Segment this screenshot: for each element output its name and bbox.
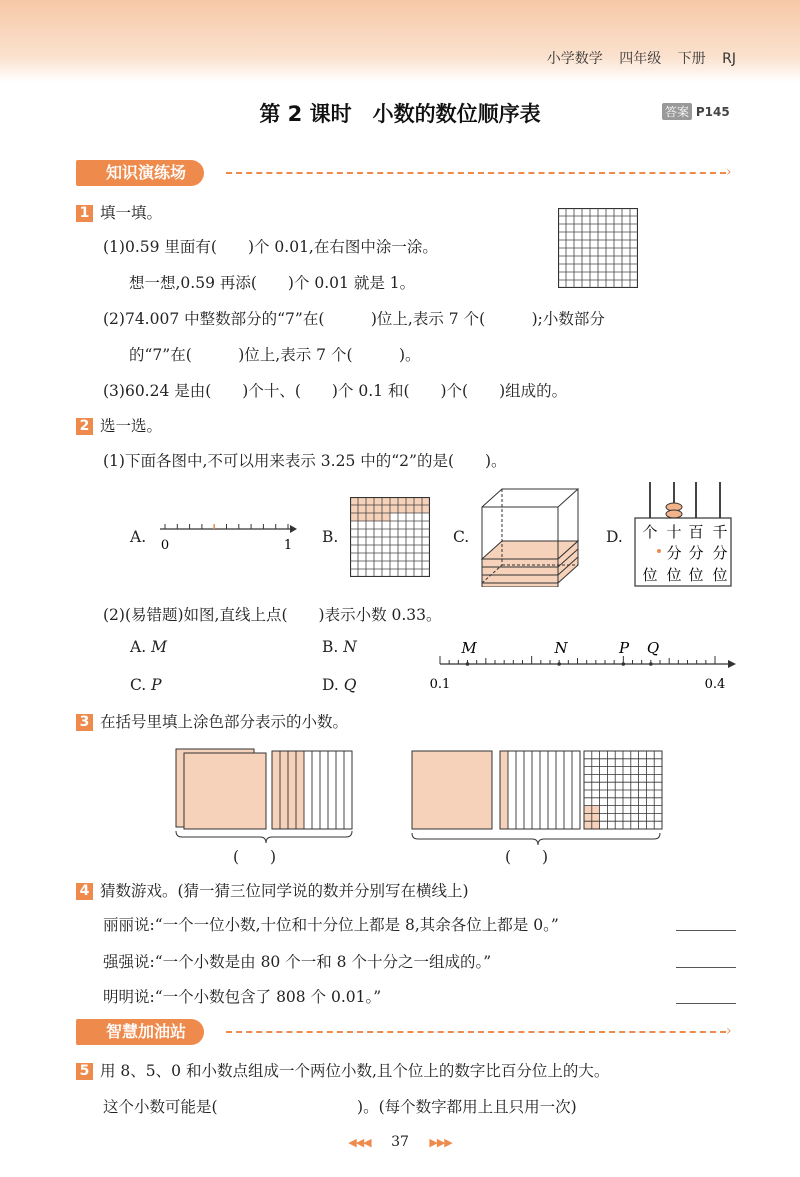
grid-100[interactable] <box>558 208 638 288</box>
choice-a-label: A. <box>130 638 147 656</box>
choice-b[interactable] <box>322 638 357 656</box>
decimal-ruler <box>428 636 740 694</box>
abacus-label-wei-4: 位 <box>712 566 728 584</box>
choice-b-value: N <box>343 638 357 656</box>
cube-option-c <box>478 487 583 587</box>
section-challenge <box>76 1019 736 1045</box>
answer-page: P145 <box>695 105 730 119</box>
option-a-label: A. <box>130 528 147 546</box>
number-line-0-label: 0 <box>160 538 170 553</box>
header-band <box>0 0 800 82</box>
q4-line-2: 强强说:“一个小数是由 80 个一和 8 个十分之一组成的。” <box>103 953 492 971</box>
q3-blank-1[interactable]: ( ) <box>233 848 277 866</box>
q5-line-1 <box>76 1059 609 1081</box>
arrow-right-icon: › <box>726 164 732 180</box>
section-challenge-label: 智慧加油站 <box>76 1019 204 1045</box>
q1-stem <box>76 201 162 223</box>
option-b-label: B. <box>322 528 339 546</box>
abacus-label-tens: 十 <box>666 523 682 541</box>
q2-stem-text: 选一选。 <box>100 417 163 435</box>
choice-a[interactable] <box>130 638 167 656</box>
abacus-label-wei-2: 位 <box>666 566 682 584</box>
choice-b-label: B. <box>322 638 339 656</box>
header-grade: 四年级 <box>619 51 662 67</box>
answer-reference[interactable] <box>662 103 730 120</box>
grid-option-b <box>350 497 430 577</box>
q1-part1b: 想一想,0.59 再添( )个 0.01 就是 1。 <box>129 274 416 292</box>
option-d-label: D. <box>606 528 623 546</box>
abacus-label-thousands: 千 <box>712 523 728 541</box>
abacus-label-fen-2: 分 <box>688 544 704 562</box>
option-c-label: C. <box>453 528 470 546</box>
q3-stem <box>76 710 348 732</box>
abacus-label-fen-1: 分 <box>666 544 682 562</box>
header-subject: 小学数学 <box>546 51 603 67</box>
choice-c-value: P <box>151 676 162 694</box>
header-meta <box>535 48 736 68</box>
arrow-right-icon: › <box>726 1023 732 1039</box>
ruler-point-q: Q <box>646 639 660 657</box>
next-page-icon[interactable]: ▶▶▶ <box>429 1136 452 1149</box>
ruler-point-m: M <box>461 639 477 657</box>
prev-page-icon[interactable]: ◀◀◀ <box>348 1136 371 1149</box>
q2-part1: (1)下面各图中,不可以用来表示 3.25 中的“2”的是( )。 <box>103 452 507 470</box>
q4-line-1: 丽丽说:“一个一位小数,十位和十分位上都是 8,其余各位上都是 0。” <box>103 916 559 934</box>
section-practice <box>76 160 736 186</box>
q4-number: 4 <box>76 883 93 900</box>
q2-number: 2 <box>76 418 93 435</box>
q1-number: 1 <box>76 205 93 222</box>
q5-number: 5 <box>76 1063 93 1080</box>
choice-d[interactable] <box>322 676 356 694</box>
q1-part3: (3)60.24 是由( )个十、( )个 0.1 和( )个( )组成的。 <box>103 382 568 400</box>
abacus-option-d <box>634 482 734 590</box>
section-divider <box>226 172 726 174</box>
q3-figure-right <box>408 745 668 845</box>
q4-stem-text: 猜数游戏。(猜一猜三位同学说的数并分别写在横线上) <box>100 882 469 900</box>
abacus-label-fen-3: 分 <box>712 544 728 562</box>
page-footer <box>0 1134 800 1150</box>
abacus-label-hundreds: 百 <box>688 523 704 541</box>
choice-d-value: Q <box>343 676 357 694</box>
q1-part2b: 的“7”在( )位上,表示 7 个( )。 <box>129 346 421 364</box>
q3-blank-2[interactable]: ( ) <box>505 848 549 866</box>
choice-d-label: D. <box>322 676 339 694</box>
q3-figure-left <box>172 745 362 845</box>
choice-a-value: M <box>151 638 167 656</box>
page-number: 37 <box>391 1134 409 1150</box>
q1-part1a: (1)0.59 里面有( )个 0.01,在右图中涂一涂。 <box>103 238 438 256</box>
section-practice-label: 知识演练场 <box>76 160 204 186</box>
abacus-label-ones: 个 <box>642 523 658 541</box>
number-line-1-label: 1 <box>283 538 293 553</box>
abacus-label-wei-1: 位 <box>642 566 658 584</box>
q2-stem <box>76 414 162 436</box>
page-title: 第 2 课时 小数的数位顺序表 <box>259 102 541 126</box>
ruler-point-p: P <box>618 639 630 657</box>
q1-part2a: (2)74.007 中整数部分的“7”在( )位上,表示 7 个( );小数部分 <box>103 310 605 328</box>
q3-number: 3 <box>76 714 93 731</box>
ruler-end-label: 0.4 <box>704 677 726 692</box>
section-divider <box>226 1031 726 1033</box>
q4-line-3: 明明说:“一个小数包含了 808 个 0.01。” <box>103 988 382 1006</box>
ruler-start-label: 0.1 <box>429 677 451 692</box>
answer-tag: 答案 <box>662 103 692 120</box>
choice-c-label: C. <box>130 676 147 694</box>
q3-stem-text: 在括号里填上涂色部分表示的小数。 <box>100 713 349 731</box>
q1-stem-text: 填一填。 <box>100 204 163 222</box>
q4-answer-line-2[interactable] <box>676 967 736 968</box>
q5-line-1-text: 用 8、5、0 和小数点组成一个两位小数,且个位上的数字比百分位上的大。 <box>100 1062 610 1080</box>
number-line-0-1 <box>155 515 300 555</box>
header-edition: RJ <box>722 51 736 67</box>
header-volume: 下册 <box>677 51 706 67</box>
q4-stem <box>76 879 469 901</box>
choice-c[interactable] <box>130 676 162 694</box>
ruler-point-n: N <box>554 639 568 657</box>
q4-answer-line-3[interactable] <box>676 1003 736 1004</box>
q2-part2: (2)(易错题)如图,直线上点( )表示小数 0.33。 <box>103 606 442 624</box>
abacus-label-wei-3: 位 <box>688 566 704 584</box>
q5-line-2: 这个小数可能是( )。(每个数字都用上且只用一次) <box>103 1098 577 1116</box>
q4-answer-line-1[interactable] <box>676 930 736 931</box>
